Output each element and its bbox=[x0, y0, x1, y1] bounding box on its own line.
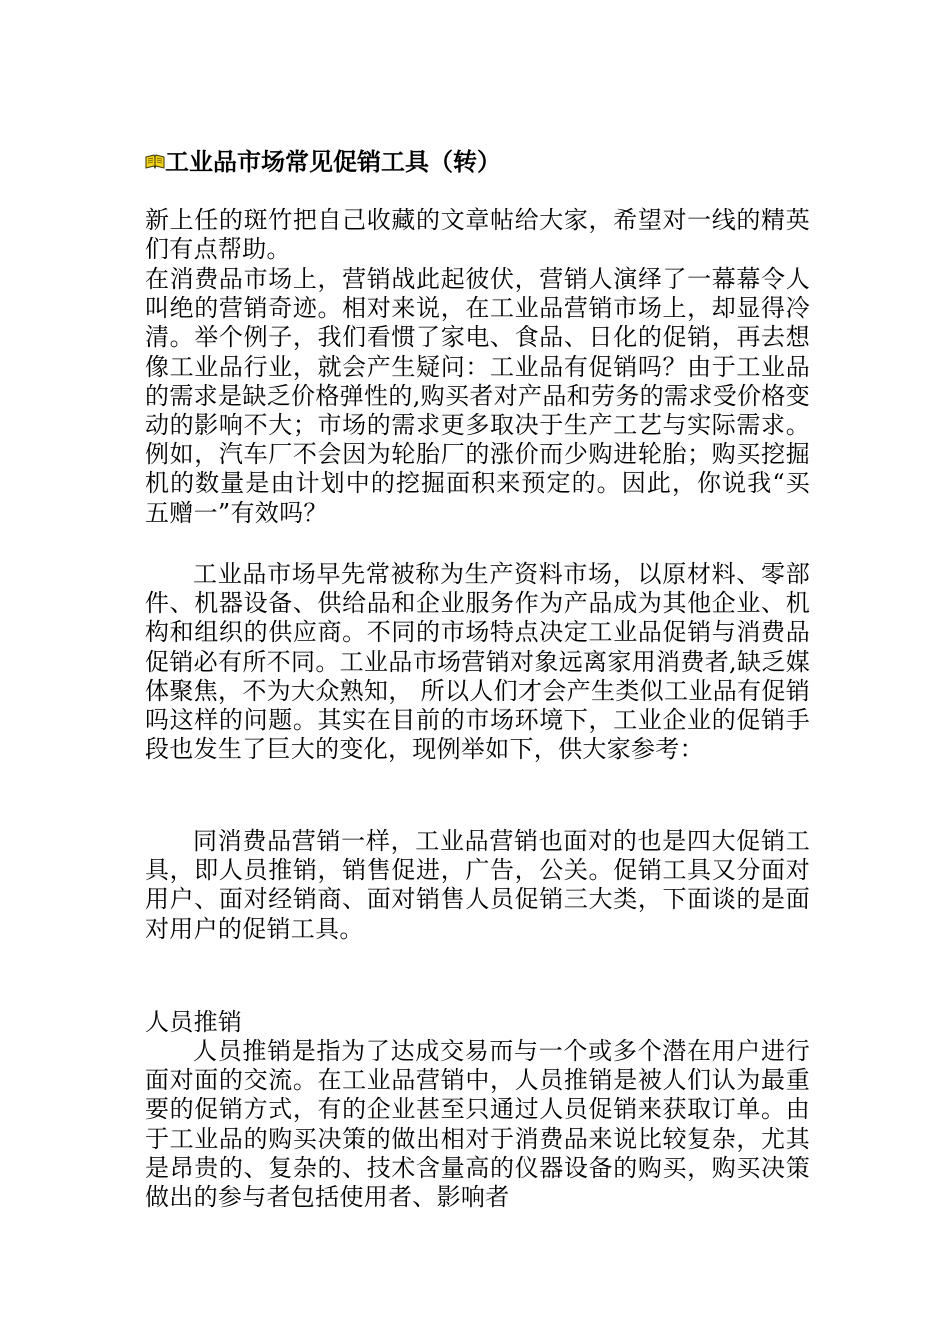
intro-paragraph: 新上任的斑竹把自己收藏的文章帖给大家，希望对一线的精英们有点帮助。 bbox=[145, 206, 810, 264]
personal-selling-paragraph: 人员推销是指为了达成交易而与一个或多个潜在用户进行面对面的交流。在工业品营销中，人员推销是被人们认为最重要的促销方式，有的企业甚至只通过人员促销来获取订单。由于工业品的购买决策的做出相对于消费品来说比较复杂，尤其是昂贵的、复杂的、技术含量高的仪器设备的购买，购买决策做出的参与者包括使用者、影响者 bbox=[145, 1037, 810, 1212]
promotion-tools-paragraph: 同消费品营销一样，工业品营销也面对的也是四大促销工具，即人员推销，销售促进，广告，公关。促销工具又分面对用户、面对经销商、面对销售人员促销三大类，下面谈的是面对用户的促销工具。 bbox=[145, 827, 810, 943]
consumer-market-paragraph: 在消费品市场上，营销战此起彼伏，营销人演绎了一幕幕令人叫绝的营销奇迹。相对来说，在工业品营销市场上，却显得冷清。举个例子，我们看惯了家电、食品、日化的促销，再去想像工业品行业，就会产生疑问：工业品有促销吗？由于工业品的需求是缺乏价格弹性的,购买者对产品和劳务的需求受价格变动的影响不大；市场的需求更多取决于生产工艺与实际需求。例如，汽车厂不会因为轮胎厂的涨价而少购进轮胎；购买挖掘机的数量是由计划中的挖掘面积来预定的。因此，你说我“买五赠一”有效吗？ bbox=[145, 265, 810, 527]
open-book-icon bbox=[145, 153, 165, 171]
title-row bbox=[145, 146, 501, 178]
page-title: 工业品市场常见促销工具（转） bbox=[165, 148, 501, 176]
section-heading: 人员推销 bbox=[145, 1008, 243, 1036]
industrial-market-paragraph: 工业品市场早先常被称为生产资料市场，以原材料、零部件、机器设备、供给品和企业服务作为产品成为其他企业、机构和组织的供应商。不同的市场特点决定工业品促销与消费品促销必有所不同。工业品市场营销对象远离家用消费者,缺乏媒体聚焦，不为大众熟知， 所以人们才会产生类似工业品有促销吗这样的问题。其实在目前的市场环境下，工业企业的促销手段也发生了巨大的变化，现例举如下，供大家参考： bbox=[145, 560, 810, 764]
